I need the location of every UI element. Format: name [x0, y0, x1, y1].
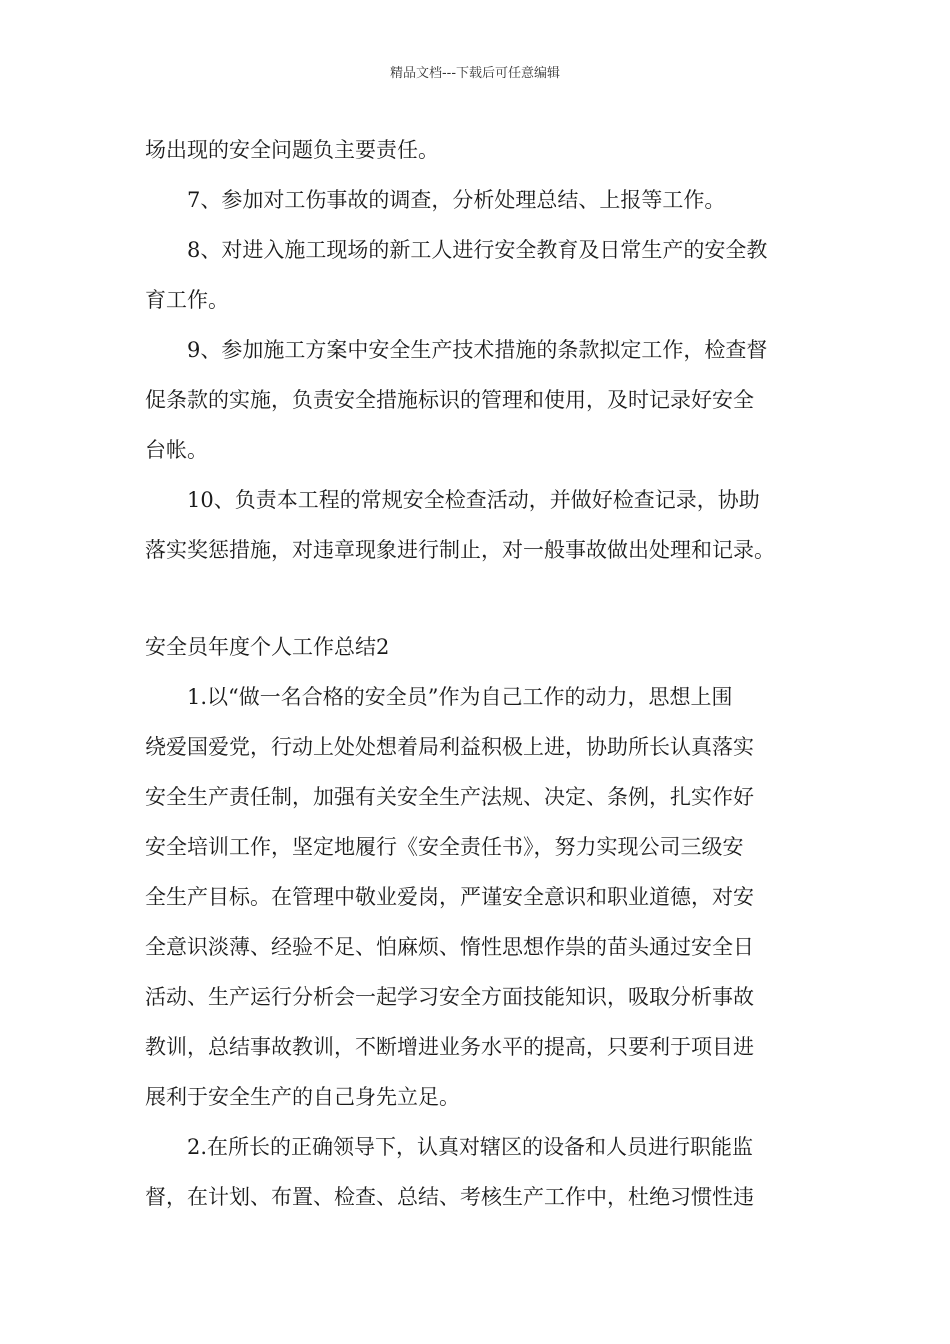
text-line: 8、对进入施工现场的新工人进行安全教育及日常生产的安全教 — [187, 238, 768, 262]
text-line: 安全生产责任制，加强有关安全生产法规、决定、条例，扎实作好 — [145, 785, 754, 809]
section-title: 安全员年度个人工作总结2 — [145, 635, 390, 659]
text-line: 场出现的安全问题负主要责任。 — [145, 138, 439, 162]
text-line: 展利于安全生产的自己身先立足。 — [145, 1085, 460, 1109]
text-line: 全意识淡薄、经验不足、怕麻烦、惰性思想作祟的苗头通过安全日 — [145, 935, 754, 959]
section-gap — [145, 580, 810, 627]
text-line: 教训，总结事故教训，不断增进业务水平的提高，只要利于项目进 — [145, 1035, 754, 1059]
text-line: 台帐。 — [145, 438, 208, 462]
text-line: 1.以“做一名合格的安全员”作为自己工作的动力，思想上围 — [187, 685, 733, 709]
text-line: 绕爱国爱党，行动上处处想着局利益积极上进，协助所长认真落实 — [145, 735, 754, 759]
text-line: 促条款的实施，负责安全措施标识的管理和使用，及时记录好安全 — [145, 388, 754, 412]
text-line: 10、负责本工程的常规安全检查活动，并做好检查记录，协助 — [187, 488, 760, 512]
text-line: 活动、生产运行分析会一起学习安全方面技能知识，吸取分析事故 — [145, 985, 754, 1009]
text-line: 安全培训工作，坚定地履行《安全责任书》，努力实现公司三级安 — [145, 835, 744, 859]
page-header: 精品文档---下载后可任意编辑 — [389, 66, 561, 81]
text-line: 9、参加施工方案中安全生产技术措施的条款拟定工作，检查督 — [187, 338, 768, 362]
text-line: 2.在所长的正确领导下，认真对辖区的设备和人员进行职能监 — [187, 1135, 754, 1159]
text-line: 落实奖惩措施，对违章现象进行制止，对一般事故做出处理和记录。 — [145, 538, 775, 562]
text-line: 7、参加对工伤事故的调查，分析处理总结、上报等工作。 — [187, 188, 726, 212]
text-line: 全生产目标。在管理中敬业爱岗，严谨安全意识和职业道德，对安 — [145, 885, 754, 909]
document-body — [145, 130, 810, 1227]
text-line: 育工作。 — [145, 288, 229, 312]
text-line: 督，在计划、布置、检查、总结、考核生产工作中，杜绝习惯性违 — [145, 1185, 754, 1209]
